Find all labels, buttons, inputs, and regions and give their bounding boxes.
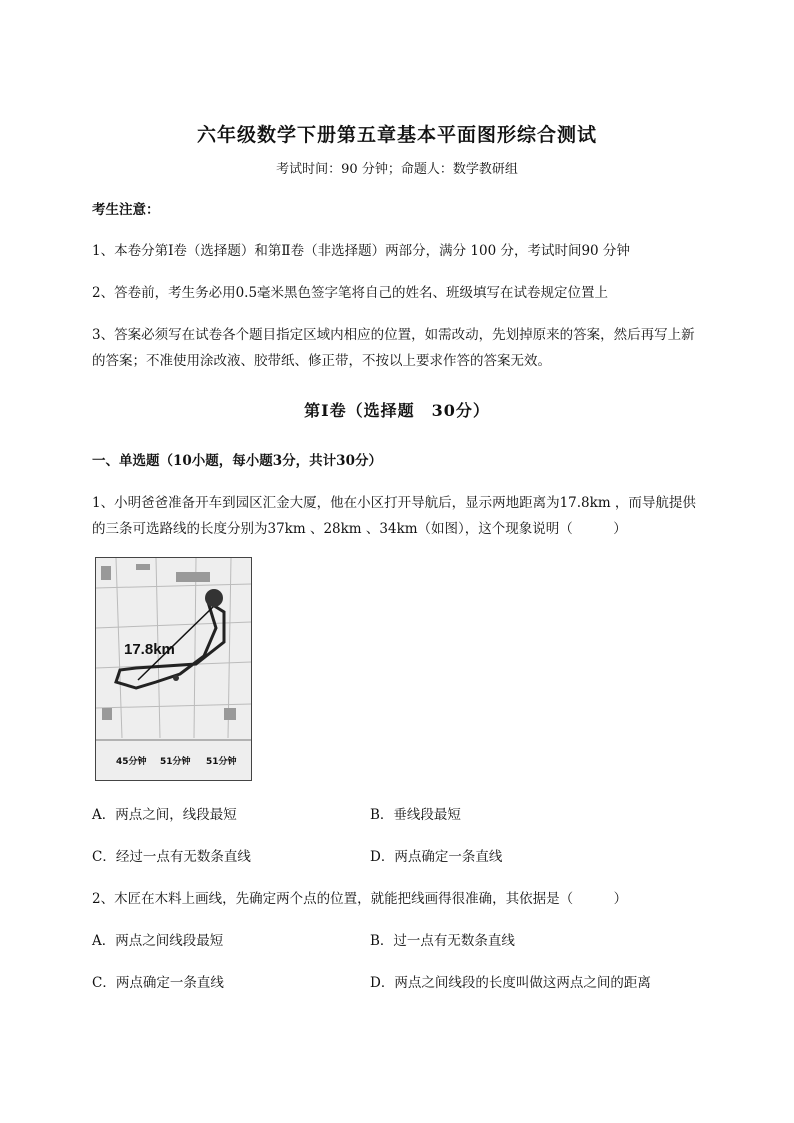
section-title: 第Ⅰ卷（选择题 30分） bbox=[304, 401, 490, 420]
part-heading: 一、单选题（10小题，每小题3分，共计30分） bbox=[92, 453, 382, 469]
page-subtitle: 考试时间：90 分钟；命题人：数学教研组 bbox=[276, 162, 518, 177]
question-2-option-c[interactable]: C．两点确定一条直线 bbox=[92, 975, 224, 991]
page-title: 六年级数学下册第五章基本平面图形综合测试 bbox=[196, 124, 597, 146]
question-2-line-1: 2、木匠在木料上画线，先确定两个点的位置，就能把线画得很准确，其依据是（ ） bbox=[92, 891, 628, 907]
question-2-option-d[interactable]: D．两点之间线段的长度叫做这两点之间的距离 bbox=[370, 975, 651, 991]
question-1-option-b[interactable]: B．垂线段最短 bbox=[370, 807, 461, 823]
notice-item-2: 2、答卷前，考生务必用0.5毫米黑色签字笔将自己的姓名、班级填写在试卷规定位置上 bbox=[92, 285, 609, 301]
notice-item-1: 1、本卷分第Ⅰ卷（选择题）和第Ⅱ卷（非选择题）两部分，满分 100 分，考试时间90 分钟 bbox=[92, 243, 630, 259]
question-1-line-2: 的三条可选路线的长度分别为37km 、28km 、34km（如图），这个现象说明（ ） bbox=[92, 521, 627, 537]
question-1-option-d[interactable]: D．两点确定一条直线 bbox=[370, 849, 503, 865]
notice-item-3-line-2: 的答案；不准使用涂改液、胶带纸、修正带，不按以上要求作答的答案无效。 bbox=[92, 353, 551, 369]
route-time-1: 45分钟 bbox=[116, 757, 147, 767]
question-2-option-a[interactable]: A．两点之间线段最短 bbox=[92, 933, 224, 949]
question-1-option-c[interactable]: C．经过一点有无数条直线 bbox=[92, 849, 251, 865]
question-1-line-1: 1、小明爸爸准备开车到园区汇金大厦，他在小区打开导航后，显示两地距离为17.8km ，而导航提供 bbox=[92, 495, 696, 511]
route-time-2: 51分钟 bbox=[160, 757, 191, 767]
question-2-option-b[interactable]: B．过一点有无数条直线 bbox=[370, 933, 515, 949]
notice-heading: 考生注意： bbox=[92, 202, 160, 218]
map-distance-label: 17.8km bbox=[124, 641, 175, 658]
navigation-map-image bbox=[95, 557, 252, 781]
notice-item-3-line-1: 3、答案必须写在试卷各个题目指定区域内相应的位置，如需改动，先划掉原来的答案，然后再写上新 bbox=[92, 327, 695, 343]
route-time-3: 51分钟 bbox=[206, 757, 237, 767]
question-1-option-a[interactable]: A．两点之间，线段最短 bbox=[92, 807, 237, 823]
